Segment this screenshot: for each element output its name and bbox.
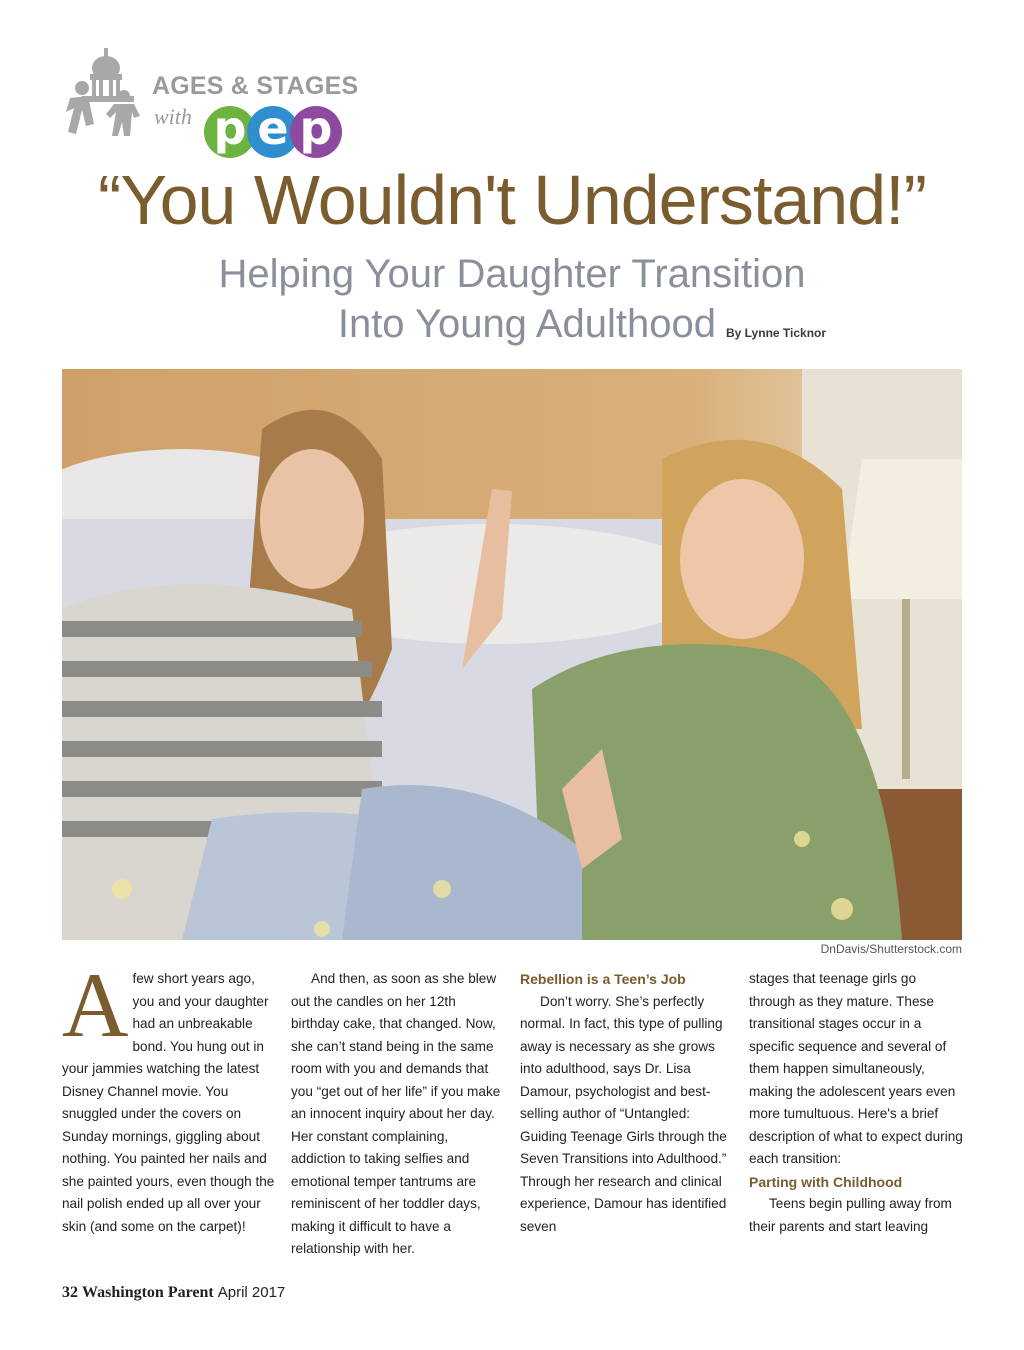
column-1-text: few short years ago, you and your daughter had an unbreakable bond. You hung out in your jammies watching the latest Disney Channel movie. You snuggled under the covers on Sunday mornings, giggling about nothing. You painted her nails and she painted yours, even though the nail polish ended up all over your skin (and some on the carpet)! bbox=[62, 971, 275, 1234]
column-2-text: And then, as soon as she blew out the candles on her 12th birthday cake, that changed. Now, she can’t stand being in the same room with you and demands that you “get out of her life” if you make an innocent inquiry about her day. Her constant complaining, addiction to taking selfies and emotional temper tantrums are reminiscent of her toddler days, making it difficult to have a relationship with her. bbox=[291, 971, 501, 1256]
pep-logo bbox=[204, 101, 344, 158]
logo-with-text: with bbox=[154, 104, 192, 129]
subheading-parting-with-childhood: Parting with Childhood bbox=[749, 1173, 903, 1190]
page-number: 32 bbox=[62, 1284, 78, 1301]
pep-letter-p: p bbox=[204, 106, 256, 158]
article-title: “You Wouldn't Understand!” bbox=[98, 161, 926, 239]
publication-name: Washington Parent bbox=[82, 1284, 214, 1301]
article-byline: By Lynne Ticknor bbox=[726, 326, 827, 340]
article-column-1 bbox=[62, 954, 277, 1238]
drop-cap: A bbox=[62, 954, 129, 1056]
pep-letter-e: e bbox=[247, 106, 299, 158]
article-subtitle-line2: Into Young Adulthood bbox=[337, 302, 716, 346]
article-column-2 bbox=[291, 968, 506, 1261]
photo-credit: DnDavis/Shutterstock.com bbox=[820, 942, 962, 956]
subheading-rebellion: Rebellion is a Teen’s Job bbox=[520, 971, 686, 987]
ages-stages-pep-logo bbox=[64, 46, 364, 166]
article-column-3 bbox=[520, 968, 735, 1238]
article-column-4 bbox=[749, 968, 964, 1238]
issue-date: April 2017 bbox=[217, 1284, 286, 1301]
column-4-text: stages that teenage girls go through as they mature. These transitional stages occur in a specific sequence and several of them happen simultaneously, making the adolescent years even more tumultuous. Here's a brief description of what to expect during each transition: bbox=[749, 971, 963, 1166]
pep-letter-p2: p bbox=[290, 106, 342, 158]
logo-ages-stages-text: AGES & STAGES bbox=[152, 72, 359, 100]
article-photo bbox=[62, 369, 962, 940]
article-subtitle-line1: Helping Your Daughter Transition bbox=[218, 252, 806, 296]
page-footer bbox=[62, 1284, 285, 1302]
column-3-text: Don’t worry. She’s perfectly normal. In fact, this type of pulling away is necessary as she grows into adulthood, says Dr. Lisa Damour, psychologist and best-selling author of “Untangled: Guiding Teenage Girls through the Seven Transitions into Adulthood.” Through her research and clinical experience, Damour has identified seven bbox=[520, 993, 727, 1234]
capitol-children-icon bbox=[64, 46, 150, 142]
column-4-text-2: Teens begin pulling away from their parents and start leaving bbox=[749, 1196, 952, 1234]
